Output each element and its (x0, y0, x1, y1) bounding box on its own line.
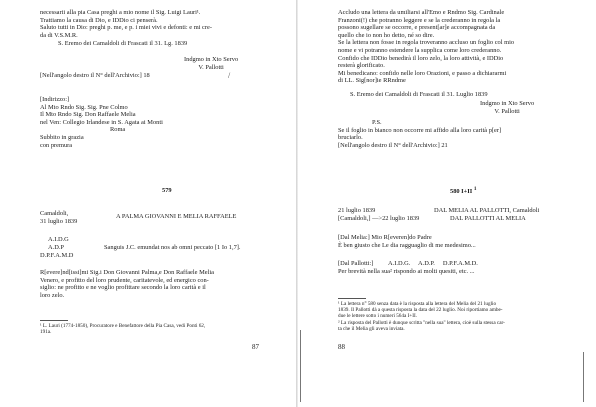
page-number: 88 (338, 343, 345, 351)
letter-place: Camaldoli, (40, 210, 69, 217)
row1-date: 21 luglio 1839 (338, 207, 376, 214)
text-line: resterà glorificato. (338, 62, 385, 70)
row2-date: [Camaldoli,] —>22 luglio 1839 (338, 215, 420, 222)
pallotti-mottos: A.I.D.G. A.D.P. D.P.F.A.M.D. (388, 260, 478, 267)
signature-line: V. Pallotti (198, 63, 224, 71)
row1-text: DAL MELIA AL PALLOTTI, Camaldoli (434, 207, 540, 214)
motto-scripture: Sanguis J.C. emundat nos ab omni peccato [1 Io 1,7]. (104, 244, 241, 251)
left-footnote (40, 323, 205, 335)
melia-dialog (338, 234, 476, 249)
motto-line-3: D.P.F.A.M.D (40, 252, 74, 259)
ps-label: P.S. (372, 119, 382, 126)
page-number: 87 (252, 343, 259, 351)
page-edge-line (583, 352, 584, 402)
footnote-line: 1839. Il Pallotti dà a questa risposta la data del 22 luglio. Noi riportiamo ambe- (338, 307, 503, 314)
postscript (338, 119, 501, 149)
motto-line-2: A.D.P (48, 244, 64, 251)
address-line: Al Mto Rndo Sig. Sig. Pne Colmo (40, 103, 128, 111)
pallotti-line: Per brevità nella sua² rispondo ai molti quesiti, etc. ... (338, 268, 475, 275)
text-line: [Dal Melia:] Mio R[everen]do Padre (338, 234, 432, 241)
text-line: nome e vi potranno estendere la supplica come loro crederanno. (338, 46, 502, 54)
letter-date: 31 luglio 1839 (40, 218, 78, 225)
address-line: con premura (40, 141, 73, 149)
text-line: Franzoni(!) che potranno leggere e se la crederanno in regola la (338, 16, 501, 24)
row2-text: DAL PALLOTTI AL MELIA (450, 215, 526, 222)
text-line: Se il foglio in bianco non occorre mi affido alla loro carità p[er] (338, 126, 502, 134)
text-line: Confido che IDDio benedirà il loro zelo, la loro attività, e IDDio (338, 54, 504, 62)
right-top-text (338, 9, 514, 85)
text-line: Mi benedicano: confido nelle loro Orazioni, e passo a dichiararmi (338, 69, 507, 77)
letter-number-text: 580 I+II (450, 188, 473, 196)
text-line: necessarii alla pia Casa preghi a mio nome il Sig. Luigi Lauri¹. (40, 9, 201, 16)
letter-body (40, 269, 214, 299)
motto-line-1: A.I.D.G (48, 236, 69, 243)
footnote-line: 191a. (40, 329, 52, 336)
pencil-mark-icon: / (228, 71, 231, 80)
signature-line: V. Pallotti (494, 107, 520, 115)
letter-recipient: A PALMA GIOVANNI E MELIA RAFFAELE (116, 213, 237, 220)
text-line: Accludo una lettera da umiliarsi all'Emo e Rndmo Sig. Cardinale (338, 9, 505, 16)
letter-number: 579 (162, 187, 172, 194)
left-page (0, 0, 296, 407)
pallotti-label: [Dal Pallotti:] (338, 260, 374, 267)
text-line: Venero, e profitto del loro prudente, caritatevole, ed energico con- (40, 276, 209, 284)
text-line: Trattiamo la causa di Dio, e IDDio ci penserà. (40, 16, 158, 24)
text-line: loro zelo. (40, 291, 65, 299)
closing-line: Indgmo in Xto Servo (184, 56, 239, 63)
text-line: quello che io non ho detto, né so dire. (338, 31, 435, 39)
address-line: nel Ven: Collegio Irlandese in S. Agata ai Monti (40, 118, 163, 126)
footnote-line: ¹ L. Lauri (1774-1850), Procuratore e Benefattore della Pia Casa, vedi Ponti 62, (40, 323, 206, 329)
text-line: R[evere]nd[issi]mi Sig.i Don Giovanni Palma,e Don Raffaele Melia (40, 269, 214, 276)
binding-edge-line (300, 330, 301, 402)
text-line: È ben giusto che Le dia ragguaglio di me medesimo... (338, 241, 476, 249)
footnote-ref: 1 (473, 186, 477, 192)
footnote-rule (338, 298, 366, 299)
text-line: Saluto tutti in Dio: preghi p. me, e p. i miei vivi e defonti: e mi cre- (40, 24, 212, 32)
right-place-date: S. Eremo dei Camaldoli di Frascati il 31. Luglio 1839 (350, 91, 488, 98)
text-line: [Nell'angolo destro il N° dell'Archivio:] 21 (338, 141, 448, 149)
text-line: di LL. Sig[nor]ie RRndme (338, 77, 406, 85)
left-top-text (40, 9, 212, 39)
address-line: [Indirizzo:] (40, 96, 70, 103)
right-footnotes (338, 301, 505, 332)
footnote-line: ¹ La lettera n° 580 senza data è la risposta alla lettera del Melia del 21 luglio (338, 301, 497, 307)
footnote-line: ² La risposta del Pallotti è dunque scritta "nella sua" lettera, cioè sulla stessa car- (338, 319, 505, 326)
text-line: possono sugellare se occorre, e present[ar]e accompagnata da (338, 24, 496, 32)
closing-line: Indgmo in Xto Servo (480, 100, 535, 107)
text-line: Se la lettera non fosse in regola troveranno accluso un foglio col mio (338, 39, 515, 47)
address-line: Roma (110, 126, 126, 134)
left-closing (184, 56, 238, 71)
text-line: bruciarlo. (338, 134, 363, 142)
address-line: Il Mto Rndo Sig. Don Raffaele Melia (40, 111, 136, 119)
right-page (298, 0, 596, 407)
left-archive-note: [Nell'angolo destro il N° dell'Archivio:] 18 (40, 72, 150, 79)
text-line: da di V.S.M.R. (40, 31, 78, 39)
footnote-line: ta che il Melia gli aveva inviata. (338, 325, 405, 332)
letter-number (450, 186, 477, 196)
right-closing (480, 100, 534, 115)
text-line: siglio: ne profitto e ne voglio profittare secondo la loro carità e il (40, 284, 206, 292)
footnote-line: due le lettere sotto i numeri 564a I+II. (338, 313, 417, 320)
address-block (40, 96, 163, 149)
footnote-rule (40, 320, 68, 321)
address-line: Subbito in grazia (40, 133, 84, 141)
left-place-date: S. Eremo dei Camaldoli di Frascati il 31. Lg. 1839 (58, 40, 188, 47)
